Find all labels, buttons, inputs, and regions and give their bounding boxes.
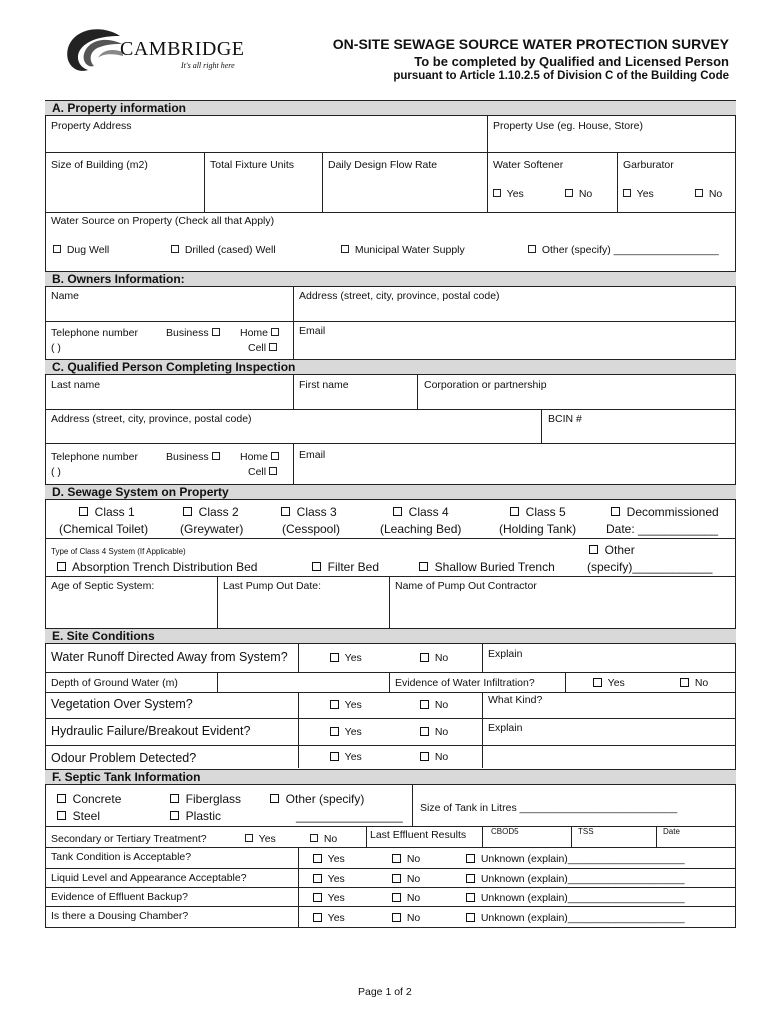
checkbox-label: Yes [258,833,276,845]
form-subtitle: To be completed by Qualified and Licensed Person [414,54,729,69]
secondary-treatment-label: Secondary or Tertiary Treatment? [51,833,207,845]
checkbox-icon [183,507,192,516]
fiberglass-checkbox[interactable] [170,792,241,806]
checkbox-icon [466,893,475,902]
municipal-water-checkbox[interactable] [341,244,465,256]
tss-label: TSS [578,827,594,836]
property-use-label: Property Use (eg. House, Store) [493,120,643,132]
checkbox-label: No [323,833,338,845]
section-e-header [45,628,736,644]
checkbox-label: Business [166,327,209,339]
other-tank-specify: ________________ [296,809,403,823]
checkbox-label: Unknown (explain)____________________ [480,892,685,904]
checkbox-icon [466,913,475,922]
checkbox-label: Class 3 [296,505,337,519]
checkbox-label: Dug Well [66,244,110,256]
qp-bcin-label: BCIN # [548,413,582,425]
checkbox-icon [420,752,429,761]
checkbox-label: Class 1 [94,505,135,519]
infiltration-no-checkbox[interactable] [680,677,708,689]
checkbox-icon [57,562,66,571]
checkbox-icon [341,245,349,253]
other-source-checkbox[interactable] [528,244,719,256]
qp-email-label: Email [299,449,326,461]
dousing-unknown-checkbox[interactable] [466,912,685,924]
checkbox-icon [245,834,253,842]
checkbox-icon [313,893,322,902]
class4-checkbox[interactable] [393,505,449,519]
liquid-level-yes-checkbox[interactable] [313,873,345,885]
checkbox-label: Other [604,543,635,557]
checkbox-label: Yes [327,912,345,924]
odour-question: Odour Problem Detected? [51,751,197,765]
checkbox-label: Cell [248,342,267,354]
checkbox-icon [330,653,339,662]
concrete-checkbox[interactable] [57,792,121,806]
checkbox-label: Yes [327,853,345,865]
odour-yes-checkbox[interactable] [330,751,362,763]
logo-swirl-icon [62,26,124,76]
checkbox-label: Yes [327,873,345,885]
tank-condition-no-checkbox[interactable] [392,853,420,865]
checkbox-label: No [406,892,421,904]
checkbox-icon [170,794,179,803]
checkbox-icon [392,854,401,863]
checkbox-label: Other (specify) __________________ [541,244,719,256]
checkbox-icon [271,452,279,460]
checkbox-icon [419,562,428,571]
checkbox-icon [271,328,279,336]
effluent-backup-yes-checkbox[interactable] [313,892,345,904]
hydraulic-question: Hydraulic Failure/Breakout Evident? [51,724,251,738]
water-softener-label: Water Softener [493,159,564,171]
checkbox-label: No [434,652,449,664]
checkbox-icon [510,507,519,516]
class5-checkbox[interactable] [510,505,566,519]
checkbox-label: No [406,873,421,885]
checkbox-label: No [434,751,449,763]
class4-other-checkbox[interactable] [589,543,635,557]
septic-age-label: Age of Septic System: [51,580,155,592]
checkbox-icon [420,653,429,662]
checkbox-icon [53,245,61,253]
checkbox-label: Yes [607,677,625,689]
softener-no-checkbox[interactable] [565,188,592,200]
class1-checkbox[interactable] [79,505,135,519]
checkbox-icon [420,700,429,709]
checkbox-label: Shallow Buried Trench [434,560,555,574]
filter-bed-checkbox[interactable] [312,560,379,574]
checkbox-icon [79,507,88,516]
checkbox-icon [330,752,339,761]
checkbox-icon [623,189,631,197]
checkbox-label: Home [240,451,269,463]
checkbox-label: Unknown (explain)____________________ [480,853,685,865]
hydraulic-explain-label: Explain [488,722,523,734]
qp-first-name-label: First name [299,379,349,391]
checkbox-label: Fiberglass [185,792,242,806]
infiltration-label: Evidence of Water Infiltration? [395,677,535,689]
date-label: Date [663,827,680,836]
form-reference: pursuant to Article 1.10.2.5 of Division C of the Building Code [393,70,729,82]
checkbox-icon [212,452,220,460]
checkbox-icon [270,794,279,803]
liquid-level-label: Liquid Level and Appearance Acceptable? [51,872,247,884]
vegetation-question: Vegetation Over System? [51,697,193,711]
checkbox-label: Steel [72,809,101,823]
other-tank-checkbox[interactable] [270,792,364,806]
checkbox-icon [281,507,290,516]
dousing-chamber-label: Is there a Dousing Chamber? [51,910,189,922]
pump-contractor-label: Name of Pump Out Contractor [395,580,537,592]
garburator-no-checkbox[interactable] [695,188,722,200]
logo-tagline: It's all right here [181,61,235,70]
qp-business-checkbox[interactable] [166,451,220,463]
checkbox-icon [611,507,620,516]
liquid-level-no-checkbox[interactable] [392,873,420,885]
page-number: Page 1 of 2 [358,986,412,998]
cbod5-label: CBOD5 [491,827,519,836]
fixture-units-label: Total Fixture Units [210,159,295,171]
tank-condition-unknown-checkbox[interactable] [466,853,685,865]
garburator-label: Garburator [623,159,674,171]
runoff-yes-checkbox[interactable] [330,652,362,664]
tank-condition-label: Tank Condition is Acceptable? [51,851,192,863]
section-f-header [45,769,736,785]
qp-cell-checkbox[interactable] [248,466,277,478]
checkbox-label: No [434,699,449,711]
section-c-title: C. Qualified Person Completing Inspection [52,360,296,374]
class2-checkbox[interactable] [183,505,239,519]
checkbox-label: No [434,726,449,738]
owner-business-checkbox[interactable] [166,327,220,339]
owner-cell-checkbox[interactable] [248,342,277,354]
class4-other-specify: (specify)____________ [587,560,713,574]
checkbox-icon [269,467,277,475]
effluent-backup-label: Evidence of Effluent Backup? [51,891,188,903]
checkbox-label: Yes [327,892,345,904]
decommissioned-checkbox[interactable] [611,505,719,519]
owner-email-label: Email [299,325,326,337]
effluent-backup-no-checkbox[interactable] [392,892,420,904]
checkbox-icon [466,854,475,863]
class5-desc: (Holding Tank) [499,522,577,536]
dousing-yes-checkbox[interactable] [313,912,345,924]
hydraulic-no-checkbox[interactable] [420,726,448,738]
logo-name: CAMBRIDGE [120,38,245,60]
class4-desc: (Leaching Bed) [380,522,462,536]
form-title: ON-SITE SEWAGE SOURCE WATER PROTECTION SURVEY [332,36,729,52]
checkbox-icon [393,507,402,516]
dousing-no-checkbox[interactable] [392,912,420,924]
checkbox-label: Absorption Trench Distribution Bed [72,560,258,574]
checkbox-icon [330,700,339,709]
owner-telephone-label: Telephone number [51,327,138,339]
design-flow-label: Daily Design Flow Rate [328,159,438,171]
section-a-title: A. Property information [52,101,187,115]
checkbox-label: Plastic [185,809,222,823]
checkbox-label: Other (specify) [285,792,365,806]
runoff-explain-label: Explain [488,648,523,660]
owner-address-label: Address (street, city, province, postal code) [299,290,500,302]
class2-desc: (Greywater) [180,522,244,536]
checkbox-icon [466,874,475,883]
checkbox-label: Business [166,451,209,463]
checkbox-label: Decommissioned [626,505,719,519]
checkbox-icon [695,189,703,197]
checkbox-label: Yes [344,652,362,664]
checkbox-label: Yes [344,699,362,711]
section-f-title: F. Septic Tank Information [52,770,201,784]
building-size-label: Size of Building (m2) [51,159,148,171]
vegetation-yes-checkbox[interactable] [330,699,362,711]
steel-checkbox[interactable] [57,809,100,823]
checkbox-icon [420,727,429,736]
runoff-question: Water Runoff Directed Away from System? [51,650,288,664]
checkbox-label: Class 5 [525,505,566,519]
decommissioned-date: Date: ____________ [606,522,719,536]
checkbox-icon [313,874,322,883]
checkbox-icon [312,562,321,571]
plastic-checkbox[interactable] [170,809,221,823]
class1-desc: (Chemical Toilet) [59,522,149,536]
checkbox-icon [313,854,322,863]
checkbox-icon [392,893,401,902]
effluent-backup-unknown-checkbox[interactable] [466,892,685,904]
checkbox-icon [57,794,66,803]
section-d-header [45,484,736,500]
section-e-title: E. Site Conditions [52,629,155,643]
garburator-yes-checkbox[interactable] [623,188,654,200]
qp-telephone-label: Telephone number [51,451,138,463]
checkbox-icon [313,913,322,922]
last-effluent-label: Last Effluent Results [370,829,467,841]
checkbox-label: No [578,188,593,200]
checkbox-label: No [406,912,421,924]
checkbox-icon [171,245,179,253]
section-c-header [45,359,736,375]
checkbox-label: Class 4 [408,505,449,519]
tank-size-label: Size of Tank in Litres ___________________________ [420,802,678,814]
checkbox-icon [392,874,401,883]
section-b-title: B. Owners Information: [52,272,185,286]
dug-well-checkbox[interactable] [53,244,109,256]
absorption-trench-checkbox[interactable] [57,560,257,574]
checkbox-label: Unknown (explain)____________________ [480,912,685,924]
checkbox-icon [310,834,318,842]
qp-corporation-label: Corporation or partnership [424,379,547,391]
checkbox-label: Unknown (explain)____________________ [480,873,685,885]
owner-name-label: Name [51,290,80,302]
ground-water-depth-label: Depth of Ground Water (m) [51,677,178,689]
owner-area-code: ( ) [51,342,61,354]
checkbox-label: Municipal Water Supply [354,244,465,256]
owner-home-checkbox[interactable] [240,327,279,339]
checkbox-label: Class 2 [198,505,239,519]
checkbox-label: Concrete [72,792,122,806]
checkbox-label: Cell [248,466,267,478]
checkbox-icon [589,545,598,554]
checkbox-icon [593,678,602,687]
checkbox-icon [269,343,277,351]
section-a-header [45,100,736,116]
class3-desc: (Cesspool) [282,522,341,536]
section-b-header [45,271,736,287]
qp-area-code: ( ) [51,466,61,478]
checkbox-icon [330,727,339,736]
hydraulic-yes-checkbox[interactable] [330,726,362,738]
water-source-label: Water Source on Property (Check all that Apply) [51,215,275,227]
class3-checkbox[interactable] [281,505,337,519]
checkbox-icon [565,189,573,197]
checkbox-icon [170,811,179,820]
checkbox-label: Filter Bed [327,560,380,574]
drilled-well-checkbox[interactable] [171,244,276,256]
secondary-no-checkbox[interactable] [310,833,337,845]
qp-last-name-label: Last name [51,379,101,391]
cambridge-logo [62,26,252,76]
checkbox-label: No [406,853,421,865]
class4-type-label: Type of Class 4 System (If Applicable) [51,547,186,556]
section-d-title: D. Sewage System on Property [52,485,229,499]
checkbox-label: Drilled (cased) Well [184,244,276,256]
checkbox-label: Yes [636,188,654,200]
checkbox-label: Home [240,327,269,339]
odour-no-checkbox[interactable] [420,751,448,763]
checkbox-icon [528,245,536,253]
tank-condition-yes-checkbox[interactable] [313,853,345,865]
checkbox-icon [57,811,66,820]
softener-yes-checkbox[interactable] [493,188,524,200]
qp-home-checkbox[interactable] [240,451,279,463]
qp-address-label: Address (street, city, province, postal code) [51,413,252,425]
checkbox-label: Yes [344,726,362,738]
infiltration-yes-checkbox[interactable] [593,677,625,689]
vegetation-no-checkbox[interactable] [420,699,448,711]
checkbox-icon [212,328,220,336]
checkbox-icon [392,913,401,922]
property-address-label: Property Address [51,120,132,132]
checkbox-label: No [694,677,709,689]
checkbox-label: Yes [506,188,524,200]
checkbox-label: No [708,188,723,200]
checkbox-label: Yes [344,751,362,763]
last-pump-label: Last Pump Out Date: [223,580,322,592]
shallow-trench-checkbox[interactable] [419,560,555,574]
secondary-yes-checkbox[interactable] [245,833,276,845]
checkbox-icon [493,189,501,197]
checkbox-icon [680,678,689,687]
liquid-level-unknown-checkbox[interactable] [466,873,685,885]
runoff-no-checkbox[interactable] [420,652,448,664]
vegetation-kind-label: What Kind? [488,694,543,706]
